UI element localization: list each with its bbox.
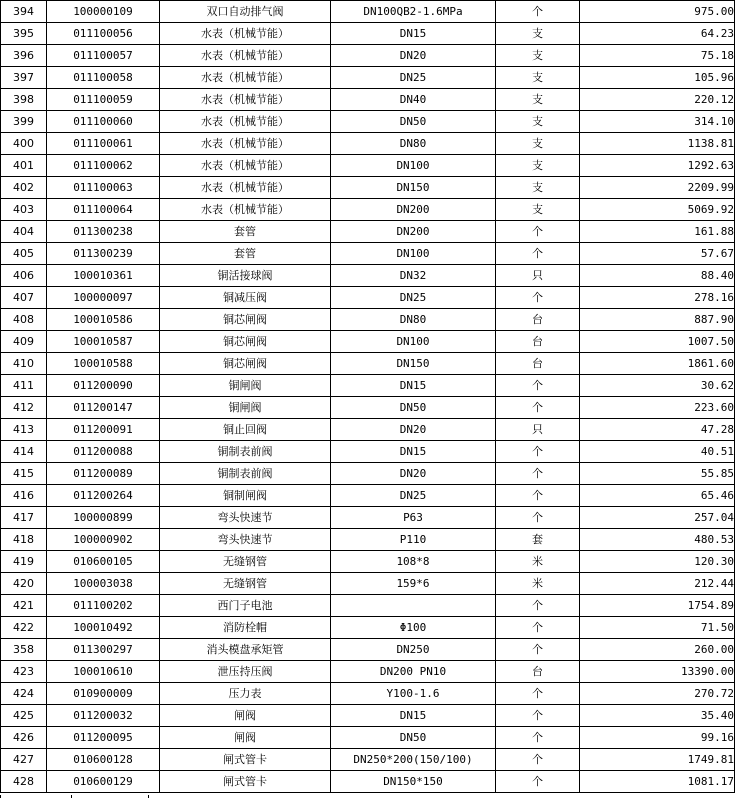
material-name-cell[interactable]: 水表（机械节能） [160, 45, 331, 67]
unit-cell[interactable]: 个 [496, 595, 580, 617]
row-number-cell[interactable]: 425 [1, 705, 47, 727]
material-name-cell[interactable]: 铜闸阀 [160, 397, 331, 419]
row-number-cell[interactable]: 421 [1, 595, 47, 617]
table-row[interactable] [1, 529, 735, 551]
unit-price-cell[interactable]: 71.50 [580, 617, 735, 639]
specification-cell[interactable]: 108*8 [331, 551, 496, 573]
specification-cell[interactable]: DN200 PN10 [331, 661, 496, 683]
material-name-cell[interactable]: 水表（机械节能） [160, 199, 331, 221]
specification-cell[interactable]: DN200 [331, 221, 496, 243]
table-row[interactable] [1, 89, 735, 111]
material-name-cell[interactable]: 双口自动排气阀 [160, 1, 331, 23]
table-row[interactable] [1, 639, 735, 661]
next-row-fragment [0, 795, 711, 799]
material-code-cell[interactable]: 011100063 [47, 177, 160, 199]
table-row[interactable] [1, 23, 735, 45]
specification-cell[interactable]: DN32 [331, 265, 496, 287]
material-name-cell[interactable]: 无缝钢管 [160, 551, 331, 573]
row-number-cell[interactable]: 410 [1, 353, 47, 375]
unit-price-cell[interactable]: 2209.99 [580, 177, 735, 199]
row-number-cell[interactable]: 417 [1, 507, 47, 529]
table-row[interactable] [1, 265, 735, 287]
unit-cell[interactable]: 台 [496, 331, 580, 353]
specification-cell[interactable]: DN20 [331, 45, 496, 67]
material-code-cell[interactable]: 011200147 [47, 397, 160, 419]
unit-price-cell[interactable]: 55.85 [580, 463, 735, 485]
row-number-cell[interactable]: 411 [1, 375, 47, 397]
material-code-cell[interactable]: 011200032 [47, 705, 160, 727]
unit-cell[interactable]: 个 [496, 243, 580, 265]
unit-price-cell[interactable]: 13390.00 [580, 661, 735, 683]
row-number-cell[interactable]: 399 [1, 111, 47, 133]
material-code-cell[interactable]: 011200088 [47, 441, 160, 463]
unit-price-cell[interactable]: 1007.50 [580, 331, 735, 353]
table-row[interactable] [1, 727, 735, 749]
unit-cell[interactable]: 个 [496, 485, 580, 507]
material-code-cell[interactable]: 100003038 [47, 573, 160, 595]
specification-cell[interactable]: DN200 [331, 199, 496, 221]
material-code-cell[interactable]: 011200091 [47, 419, 160, 441]
material-name-cell[interactable]: 铜闸阀 [160, 375, 331, 397]
material-code-cell[interactable]: 010600105 [47, 551, 160, 573]
material-name-cell[interactable]: 闸阀 [160, 727, 331, 749]
table-row[interactable] [1, 749, 735, 771]
row-number-cell[interactable]: 414 [1, 441, 47, 463]
row-number-cell[interactable]: 420 [1, 573, 47, 595]
table-row[interactable] [1, 45, 735, 67]
unit-price-cell[interactable]: 161.88 [580, 221, 735, 243]
material-name-cell[interactable]: 闸式管卡 [160, 749, 331, 771]
specification-cell[interactable]: DN25 [331, 67, 496, 89]
row-number-cell[interactable]: 423 [1, 661, 47, 683]
material-code-cell[interactable]: 011300238 [47, 221, 160, 243]
unit-cell[interactable]: 台 [496, 353, 580, 375]
specification-cell[interactable]: DN100 [331, 155, 496, 177]
unit-price-cell[interactable]: 257.04 [580, 507, 735, 529]
unit-price-cell[interactable]: 1749.81 [580, 749, 735, 771]
unit-price-cell[interactable]: 212.44 [580, 573, 735, 595]
unit-price-cell[interactable]: 223.60 [580, 397, 735, 419]
row-number-cell[interactable]: 396 [1, 45, 47, 67]
material-name-cell[interactable]: 水表（机械节能） [160, 133, 331, 155]
row-number-cell[interactable]: 404 [1, 221, 47, 243]
unit-price-cell[interactable]: 1861.60 [580, 353, 735, 375]
row-number-cell[interactable]: 422 [1, 617, 47, 639]
specification-cell[interactable]: DN100QB2-1.6MPa [331, 1, 496, 23]
table-row[interactable] [1, 485, 735, 507]
material-name-cell[interactable]: 压力表 [160, 683, 331, 705]
material-name-cell[interactable]: 铜止回阀 [160, 419, 331, 441]
specification-cell[interactable]: DN150*150 [331, 771, 496, 793]
table-row[interactable] [1, 243, 735, 265]
material-code-cell[interactable]: 011200090 [47, 375, 160, 397]
unit-price-cell[interactable]: 120.30 [580, 551, 735, 573]
row-number-cell[interactable]: 413 [1, 419, 47, 441]
material-code-cell[interactable]: 011200089 [47, 463, 160, 485]
specification-cell[interactable]: DN250 [331, 639, 496, 661]
unit-cell[interactable]: 米 [496, 551, 580, 573]
unit-cell[interactable]: 支 [496, 177, 580, 199]
unit-cell[interactable]: 个 [496, 1, 580, 23]
table-row[interactable] [1, 595, 735, 617]
unit-price-cell[interactable]: 314.10 [580, 111, 735, 133]
unit-cell[interactable]: 米 [496, 573, 580, 595]
material-code-cell[interactable]: 100010610 [47, 661, 160, 683]
specification-cell[interactable]: DN40 [331, 89, 496, 111]
unit-cell[interactable]: 个 [496, 617, 580, 639]
specification-cell[interactable]: DN250*200(150/100) [331, 749, 496, 771]
row-number-cell[interactable]: 400 [1, 133, 47, 155]
unit-price-cell[interactable]: 975.00 [580, 1, 735, 23]
unit-price-cell[interactable]: 260.00 [580, 639, 735, 661]
row-number-cell[interactable]: 416 [1, 485, 47, 507]
unit-cell[interactable]: 个 [496, 639, 580, 661]
unit-cell[interactable]: 支 [496, 133, 580, 155]
specification-cell[interactable]: DN150 [331, 177, 496, 199]
table-row[interactable] [1, 573, 735, 595]
table-row[interactable] [1, 441, 735, 463]
material-name-cell[interactable]: 铜活接球阀 [160, 265, 331, 287]
table-row[interactable] [1, 683, 735, 705]
table-row[interactable] [1, 397, 735, 419]
row-number-cell[interactable]: 407 [1, 287, 47, 309]
material-code-cell[interactable]: 011200095 [47, 727, 160, 749]
material-name-cell[interactable]: 水表（机械节能） [160, 67, 331, 89]
specification-cell[interactable]: DN50 [331, 397, 496, 419]
unit-cell[interactable]: 个 [496, 507, 580, 529]
table-row[interactable] [1, 155, 735, 177]
row-number-cell[interactable]: 408 [1, 309, 47, 331]
unit-cell[interactable]: 个 [496, 287, 580, 309]
specification-cell[interactable]: DN25 [331, 287, 496, 309]
material-name-cell[interactable]: 无缝钢管 [160, 573, 331, 595]
material-code-cell[interactable]: 011100064 [47, 199, 160, 221]
material-name-cell[interactable]: 弯头快速节 [160, 529, 331, 551]
material-code-cell[interactable]: 011200264 [47, 485, 160, 507]
material-code-cell[interactable]: 011100059 [47, 89, 160, 111]
unit-price-cell[interactable]: 99.16 [580, 727, 735, 749]
row-number-cell[interactable]: 427 [1, 749, 47, 771]
material-name-cell[interactable]: 铜芯闸阀 [160, 353, 331, 375]
material-name-cell[interactable]: 西门子电池 [160, 595, 331, 617]
unit-cell[interactable]: 个 [496, 221, 580, 243]
specification-cell[interactable]: DN25 [331, 485, 496, 507]
material-name-cell[interactable]: 铜芯闸阀 [160, 331, 331, 353]
unit-cell[interactable]: 个 [496, 705, 580, 727]
unit-cell[interactable]: 只 [496, 265, 580, 287]
unit-price-cell[interactable]: 480.53 [580, 529, 735, 551]
material-code-cell[interactable]: 010600128 [47, 749, 160, 771]
material-code-cell[interactable]: 011100060 [47, 111, 160, 133]
row-number-cell[interactable]: 402 [1, 177, 47, 199]
row-number-cell[interactable]: 418 [1, 529, 47, 551]
unit-price-cell[interactable]: 1292.63 [580, 155, 735, 177]
specification-cell[interactable]: DN80 [331, 133, 496, 155]
unit-cell[interactable]: 个 [496, 463, 580, 485]
specification-cell[interactable]: DN15 [331, 441, 496, 463]
material-code-cell[interactable]: 011300297 [47, 639, 160, 661]
specification-cell[interactable] [331, 595, 496, 617]
unit-price-cell[interactable]: 40.51 [580, 441, 735, 463]
row-number-cell[interactable]: 426 [1, 727, 47, 749]
specification-cell[interactable]: Y100-1.6 [331, 683, 496, 705]
row-number-cell[interactable]: 401 [1, 155, 47, 177]
material-name-cell[interactable]: 消头模盘承矩管 [160, 639, 331, 661]
table-row[interactable] [1, 705, 735, 727]
unit-price-cell[interactable]: 64.23 [580, 23, 735, 45]
material-code-cell[interactable]: 010600129 [47, 771, 160, 793]
row-number-cell[interactable]: 415 [1, 463, 47, 485]
table-row[interactable] [1, 617, 735, 639]
unit-price-cell[interactable]: 1754.89 [580, 595, 735, 617]
row-number-cell[interactable]: 397 [1, 67, 47, 89]
unit-cell[interactable]: 支 [496, 199, 580, 221]
material-name-cell[interactable]: 水表（机械节能） [160, 89, 331, 111]
material-code-cell[interactable]: 011100056 [47, 23, 160, 45]
material-name-cell[interactable]: 套管 [160, 221, 331, 243]
material-name-cell[interactable]: 弯头快速节 [160, 507, 331, 529]
unit-cell[interactable]: 支 [496, 23, 580, 45]
unit-cell[interactable]: 支 [496, 89, 580, 111]
unit-price-cell[interactable]: 57.67 [580, 243, 735, 265]
unit-cell[interactable]: 个 [496, 397, 580, 419]
unit-price-cell[interactable]: 35.40 [580, 705, 735, 727]
row-number-cell[interactable]: 412 [1, 397, 47, 419]
row-number-cell[interactable]: 394 [1, 1, 47, 23]
specification-cell[interactable]: DN80 [331, 309, 496, 331]
material-code-cell[interactable]: 011100058 [47, 67, 160, 89]
unit-cell[interactable]: 只 [496, 419, 580, 441]
unit-price-cell[interactable]: 887.90 [580, 309, 735, 331]
row-number-cell[interactable]: 406 [1, 265, 47, 287]
unit-price-cell[interactable]: 5069.92 [580, 199, 735, 221]
table-row[interactable] [1, 661, 735, 683]
unit-price-cell[interactable]: 1138.81 [580, 133, 735, 155]
unit-cell[interactable]: 个 [496, 375, 580, 397]
unit-price-cell[interactable]: 270.72 [580, 683, 735, 705]
specification-cell[interactable]: P63 [331, 507, 496, 529]
table-row[interactable] [1, 353, 735, 375]
row-number-cell[interactable]: 403 [1, 199, 47, 221]
material-name-cell[interactable]: 套管 [160, 243, 331, 265]
table-row[interactable] [1, 309, 735, 331]
specification-cell[interactable]: DN15 [331, 705, 496, 727]
specification-cell[interactable]: DN50 [331, 727, 496, 749]
unit-price-cell[interactable]: 47.28 [580, 419, 735, 441]
unit-price-cell[interactable]: 220.12 [580, 89, 735, 111]
unit-cell[interactable]: 台 [496, 309, 580, 331]
table-row[interactable] [1, 463, 735, 485]
material-code-cell[interactable]: 100000109 [47, 1, 160, 23]
table-row[interactable] [1, 331, 735, 353]
material-code-cell[interactable]: 100010361 [47, 265, 160, 287]
unit-price-cell[interactable]: 75.18 [580, 45, 735, 67]
specification-cell[interactable]: P110 [331, 529, 496, 551]
specification-cell[interactable]: DN150 [331, 353, 496, 375]
table-row[interactable] [1, 67, 735, 89]
unit-price-cell[interactable]: 105.96 [580, 67, 735, 89]
specification-cell[interactable]: DN50 [331, 111, 496, 133]
row-number-cell[interactable]: 424 [1, 683, 47, 705]
material-code-cell[interactable]: 100010588 [47, 353, 160, 375]
row-number-cell[interactable]: 409 [1, 331, 47, 353]
unit-cell[interactable]: 台 [496, 661, 580, 683]
unit-cell[interactable]: 个 [496, 441, 580, 463]
material-name-cell[interactable]: 泄压持压阀 [160, 661, 331, 683]
unit-price-cell[interactable]: 278.16 [580, 287, 735, 309]
unit-cell[interactable]: 支 [496, 155, 580, 177]
material-name-cell[interactable]: 闸式管卡 [160, 771, 331, 793]
table-row[interactable] [1, 419, 735, 441]
material-name-cell[interactable]: 铜芯闸阀 [160, 309, 331, 331]
table-row[interactable] [1, 221, 735, 243]
material-name-cell[interactable]: 铜制表前阀 [160, 463, 331, 485]
unit-cell[interactable]: 个 [496, 727, 580, 749]
specification-cell[interactable]: Φ100 [331, 617, 496, 639]
row-number-cell[interactable]: 419 [1, 551, 47, 573]
table-row[interactable] [1, 199, 735, 221]
row-number-cell[interactable]: 395 [1, 23, 47, 45]
material-code-cell[interactable]: 011100062 [47, 155, 160, 177]
specification-cell[interactable]: DN20 [331, 419, 496, 441]
unit-cell[interactable]: 支 [496, 45, 580, 67]
table-row[interactable] [1, 177, 735, 199]
material-code-cell[interactable]: 100010587 [47, 331, 160, 353]
unit-cell[interactable]: 个 [496, 683, 580, 705]
table-row[interactable] [1, 1, 735, 23]
material-code-cell[interactable]: 100010586 [47, 309, 160, 331]
table-row[interactable] [1, 507, 735, 529]
material-name-cell[interactable]: 水表（机械节能） [160, 23, 331, 45]
material-code-cell[interactable]: 011100057 [47, 45, 160, 67]
material-code-cell[interactable]: 100000899 [47, 507, 160, 529]
unit-cell[interactable]: 个 [496, 771, 580, 793]
table-row[interactable] [1, 287, 735, 309]
row-number-cell[interactable]: 405 [1, 243, 47, 265]
material-name-cell[interactable]: 铜减压阀 [160, 287, 331, 309]
table-row[interactable] [1, 375, 735, 397]
material-code-cell[interactable]: 011300239 [47, 243, 160, 265]
row-number-cell[interactable]: 398 [1, 89, 47, 111]
row-number-cell[interactable]: 428 [1, 771, 47, 793]
material-code-cell[interactable]: 011100061 [47, 133, 160, 155]
row-number-cell[interactable]: 358 [1, 639, 47, 661]
material-code-cell[interactable]: 100000097 [47, 287, 160, 309]
unit-price-cell[interactable]: 1081.17 [580, 771, 735, 793]
table-row[interactable] [1, 771, 735, 793]
unit-price-cell[interactable]: 65.46 [580, 485, 735, 507]
specification-cell[interactable]: DN20 [331, 463, 496, 485]
material-name-cell[interactable]: 水表（机械节能） [160, 155, 331, 177]
material-code-cell[interactable]: 100000902 [47, 529, 160, 551]
unit-cell[interactable]: 套 [496, 529, 580, 551]
table-body [1, 1, 735, 793]
unit-price-cell[interactable]: 88.40 [580, 265, 735, 287]
specification-cell[interactable]: DN100 [331, 331, 496, 353]
material-name-cell[interactable]: 闸阀 [160, 705, 331, 727]
material-name-cell[interactable]: 铜制表前阀 [160, 441, 331, 463]
specification-cell[interactable]: DN15 [331, 23, 496, 45]
table-row[interactable] [1, 133, 735, 155]
table-row[interactable] [1, 551, 735, 573]
material-code-cell[interactable]: 010900009 [47, 683, 160, 705]
unit-cell[interactable]: 支 [496, 111, 580, 133]
material-name-cell[interactable]: 水表（机械节能） [160, 111, 331, 133]
table-row[interactable] [1, 111, 735, 133]
unit-cell[interactable]: 支 [496, 67, 580, 89]
material-name-cell[interactable]: 消防栓帽 [160, 617, 331, 639]
material-code-cell[interactable]: 011100202 [47, 595, 160, 617]
material-name-cell[interactable]: 铜制闸阀 [160, 485, 331, 507]
unit-price-cell[interactable]: 30.62 [580, 375, 735, 397]
specification-cell[interactable]: 159*6 [331, 573, 496, 595]
specification-cell[interactable]: DN15 [331, 375, 496, 397]
unit-cell[interactable]: 个 [496, 749, 580, 771]
material-code-cell[interactable]: 100010492 [47, 617, 160, 639]
material-name-cell[interactable]: 水表（机械节能） [160, 177, 331, 199]
specification-cell[interactable]: DN100 [331, 243, 496, 265]
